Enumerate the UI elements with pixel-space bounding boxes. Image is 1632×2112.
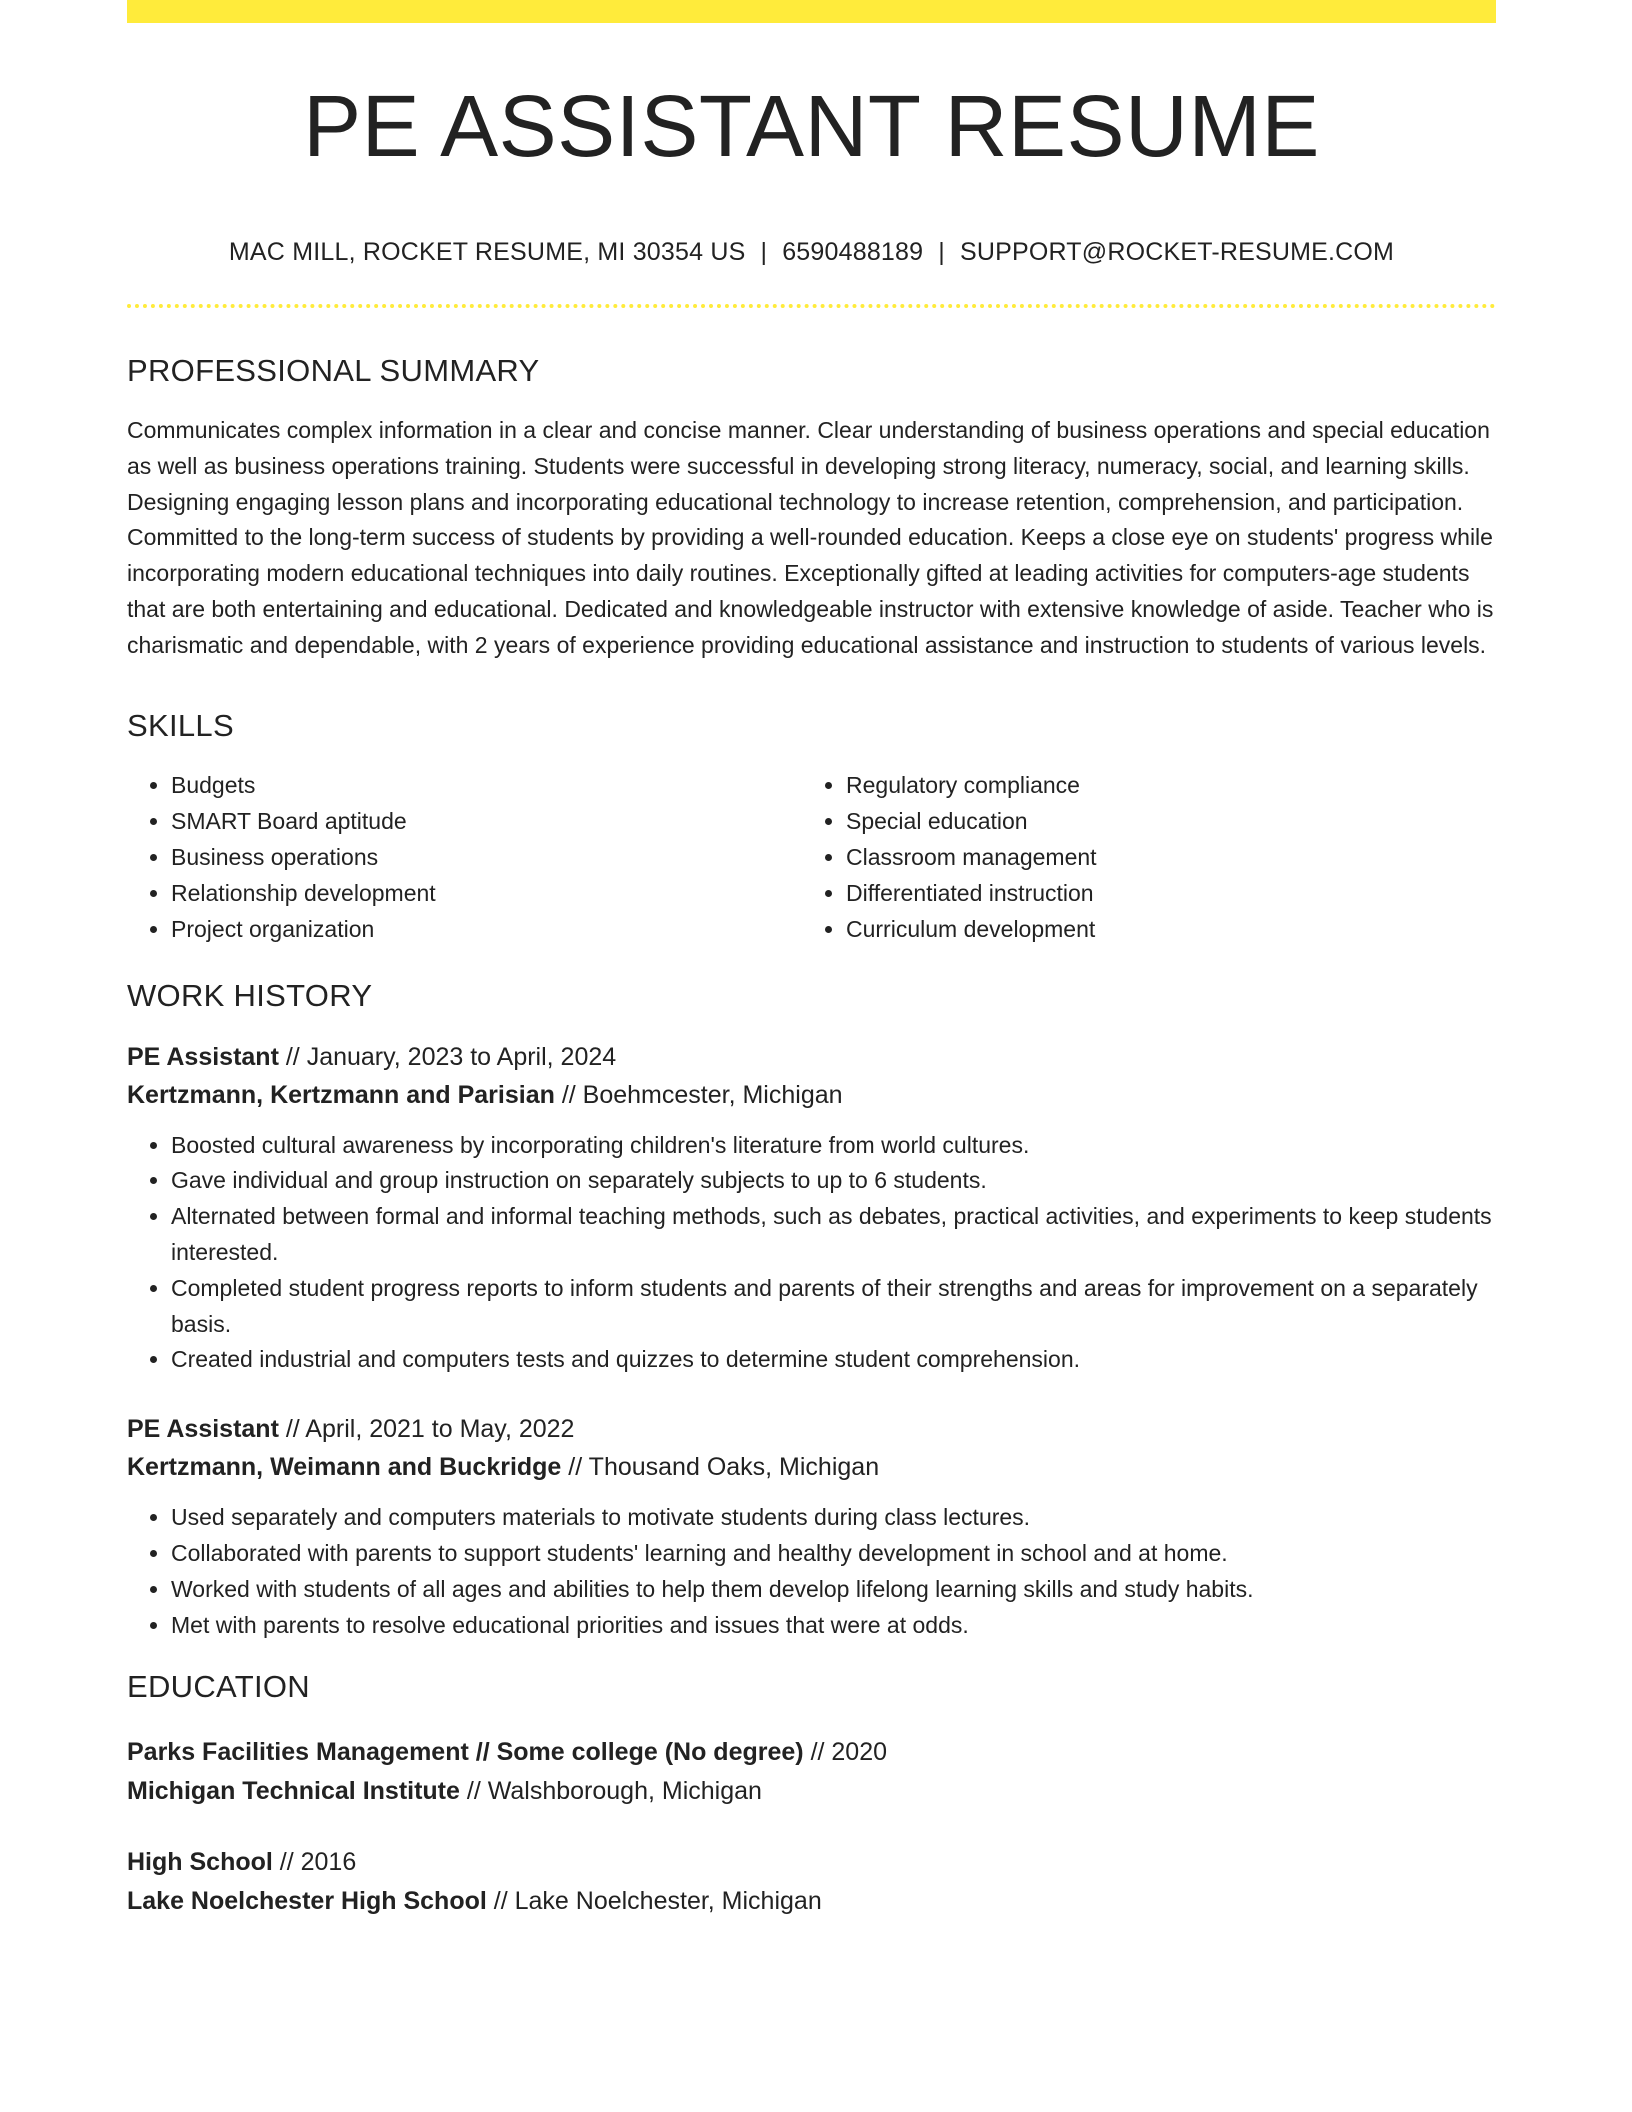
job-company-line	[127, 1076, 1496, 1114]
job-bullet: • Gave individual and group instruction on separately subjects to up to 6 students.	[171, 1163, 1496, 1199]
skills-heading: SKILLS	[127, 707, 234, 743]
education-school-line	[127, 1772, 1496, 1811]
job-entry	[127, 1410, 1496, 1643]
job-bullet: • Created industrial and computers tests and quizzes to determine student comprehension.	[171, 1342, 1496, 1378]
education-degree-line	[127, 1843, 1496, 1882]
job-title-line	[127, 1038, 1496, 1076]
skill-item: • Business operations	[171, 839, 802, 875]
education-school: Lake Noelchester High School	[127, 1887, 487, 1916]
job-entry	[127, 1038, 1496, 1379]
education-entry	[127, 1733, 1496, 1811]
job-bullet: • Met with parents to resolve educational priorities and issues that were at odds.	[171, 1608, 1496, 1644]
work-heading: WORK HISTORY	[127, 977, 373, 1013]
job-bullet: • Boosted cultural awareness by incorporating children's literature from world cultures.	[171, 1128, 1496, 1164]
job-title-line	[127, 1410, 1496, 1448]
skill-item: • Project organization	[171, 911, 802, 947]
job-location: // Thousand Oaks, Michigan	[561, 1453, 880, 1482]
contact-phone: 6590488189	[782, 238, 924, 266]
job-bullet: • Completed student progress reports to inform students and parents of their strengths and areas for improvement on a separately basis.	[171, 1271, 1496, 1343]
education-school: Michigan Technical Institute	[127, 1777, 460, 1806]
resume-page	[127, 0, 1496, 1921]
education-degree-line	[127, 1733, 1496, 1772]
education-school-line	[127, 1882, 1496, 1921]
education-degree: Parks Facilities Management // Some college (No degree)	[127, 1738, 804, 1767]
education-degree: High School	[127, 1848, 273, 1877]
contact-email: SUPPORT@ROCKET-RESUME.COM	[959, 238, 1395, 266]
job-bullets	[127, 1128, 1496, 1379]
skill-item: • Relationship development	[171, 875, 802, 911]
contact-address: MAC MILL, ROCKET RESUME, MI 30354 US	[228, 238, 746, 266]
skill-item: • Differentiated instruction	[846, 875, 1477, 911]
job-company: Kertzmann, Kertzmann and Parisian	[127, 1080, 555, 1109]
job-bullets	[127, 1500, 1496, 1643]
skills-columns	[127, 767, 1496, 947]
skill-item: • Curriculum development	[846, 911, 1477, 947]
job-bullet: • Used separately and computers materials to motivate students during class lectures.	[171, 1500, 1496, 1536]
job-bullet: • Alternated between formal and informal teaching methods, such as debates, practical activities, and experiments to keep students interested.	[171, 1199, 1496, 1271]
summary-heading: PROFESSIONAL SUMMARY	[127, 353, 540, 388]
education-year: // 2020	[803, 1738, 888, 1767]
contact-line	[127, 238, 1496, 267]
resume-title: PE ASSISTANT RESUME	[303, 78, 1320, 175]
skill-item: • Classroom management	[846, 839, 1477, 875]
education-location: // Walshborough, Michigan	[459, 1777, 762, 1806]
education-heading: EDUCATION	[127, 1669, 310, 1705]
skill-item: • Special education	[846, 803, 1477, 839]
job-bullet: • Worked with students of all ages and abilities to help them develop lifelong learning skills and study habits.	[171, 1572, 1496, 1608]
skill-item: • Regulatory compliance	[846, 767, 1477, 803]
dotted-divider	[127, 304, 1496, 308]
job-title: PE Assistant	[127, 1042, 279, 1071]
job-company-line	[127, 1448, 1496, 1486]
job-location: // Boehmcester, Michigan	[554, 1080, 843, 1109]
contact-separator: |	[938, 238, 945, 266]
education-year: // 2016	[272, 1848, 357, 1877]
job-title: PE Assistant	[127, 1415, 279, 1444]
skill-item: • Budgets	[171, 767, 802, 803]
skill-item: • SMART Board aptitude	[171, 803, 802, 839]
job-dates: // January, 2023 to April, 2024	[278, 1042, 617, 1071]
job-dates: // April, 2021 to May, 2022	[278, 1415, 575, 1444]
contact-separator: |	[760, 238, 768, 266]
skills-list-left	[127, 767, 802, 947]
summary-text: Communicates complex information in a clear and concise manner. Clear understanding of business operations and special education as well as business operations training. Students were successful in developing strong literacy, numeracy, social, and learning skills. Designing engaging lesson plans and incorporating educational technology to increase retention, comprehension, and participation. Committed to the long-term success of students by providing a well-rounded education. Keeps a close eye on students' progress while incorporating modern educational techniques into daily routines. Exceptionally gifted at leading activities for computers-age students that are both entertaining and educational. Dedicated and knowledgeable instructor with extensive knowledge of aside. Teacher who is charismatic and dependable, with 2 years of experience providing educational assistance and instruction to students of various levels.	[127, 417, 1494, 658]
education-location: // Lake Noelchester, Michigan	[486, 1887, 822, 1916]
accent-top-bar	[127, 0, 1496, 23]
education-entry	[127, 1843, 1496, 1921]
skills-list-right	[802, 767, 1477, 947]
job-company: Kertzmann, Weimann and Buckridge	[127, 1453, 562, 1482]
job-bullet: • Collaborated with parents to support students' learning and healthy development in school and at home.	[171, 1536, 1496, 1572]
